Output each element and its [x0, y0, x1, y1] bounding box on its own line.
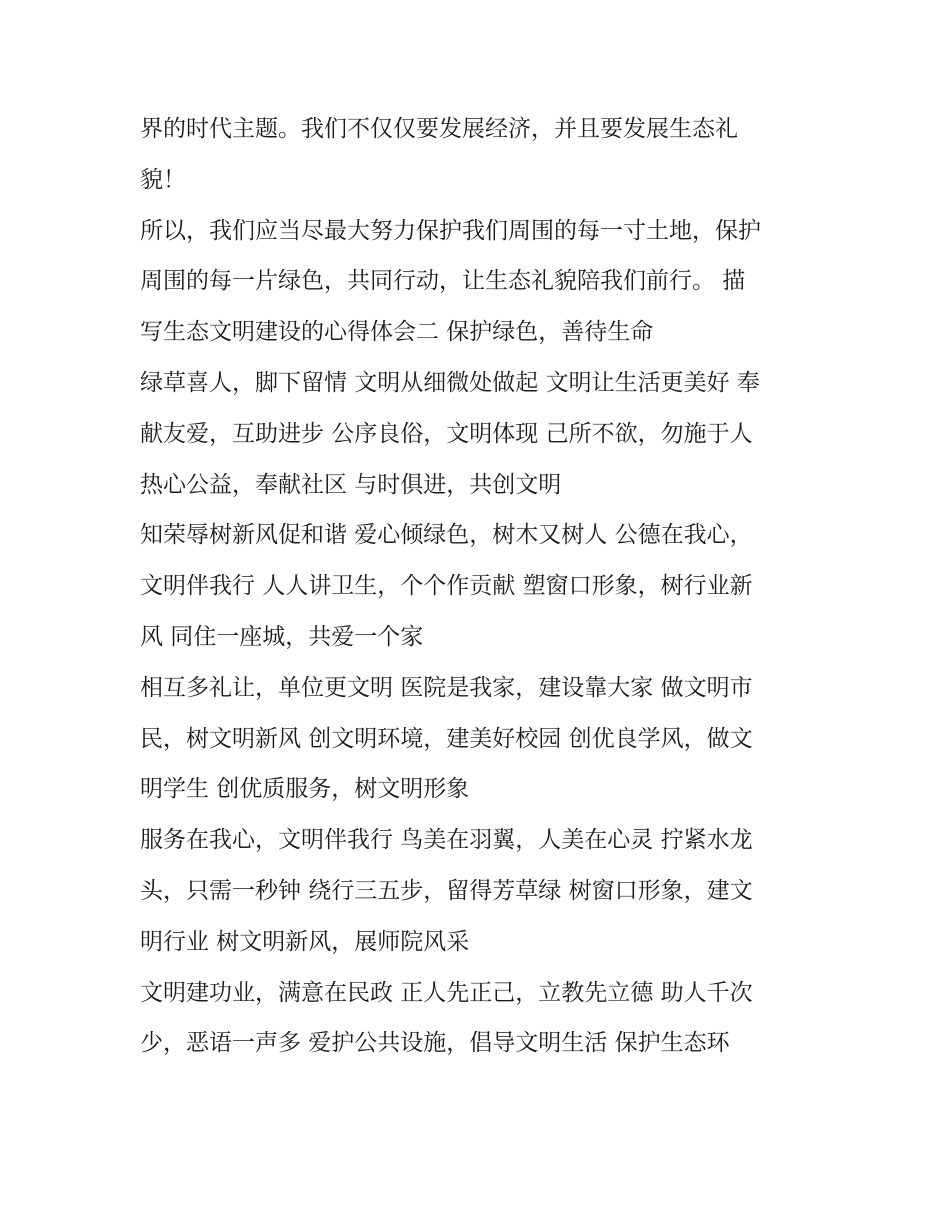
- text-line: 少，恶语一声多 爱护公共设施，倡导文明生活 保护生态环: [140, 1030, 730, 1057]
- text-line: 界的时代主题。我们不仅仅要发展经济，并且要发展生态礼: [140, 116, 738, 142]
- text-line: 文明伴我行 人人讲卫生，个个作贡献 塑窗口形象，树行业新: [140, 573, 753, 600]
- text-line: 相互多礼让，单位更文明 医院是我家，建设靠大家 做文明市: [140, 674, 753, 701]
- text-line: 写生态文明建设的心得体会二 保护绿色，善待生命: [140, 319, 654, 346]
- document-body: [140, 104, 820, 1069]
- text-line: 热心公益，奉献社区 与时俱进，共创文明: [140, 471, 562, 498]
- text-line: 献友爱，互助进步 公序良俗，文明体现 己所不欲，勿施于人: [140, 420, 753, 447]
- text-line: 貌！: [140, 166, 186, 193]
- text-line: 明行业 树文明新风，展师院风采: [140, 928, 470, 955]
- text-line: 所以，我们应当尽最大努力保护我们周围的每一寸土地，保护: [140, 217, 761, 244]
- text-line: 民，树文明新风 创文明环境，建美好校园 创优良学风，做文: [140, 725, 753, 752]
- text-line: 服务在我心，文明伴我行 鸟美在羽翼，人美在心灵 拧紧水龙: [140, 827, 753, 854]
- text-line: 明学生 创优质服务，树文明形象: [140, 776, 470, 803]
- text-line: 头，只需一秒钟 绕行三五步，留得芳草绿 树窗口形象，建文: [140, 877, 753, 904]
- text-line: 周围的每一片绿色，共同行动，让生态礼貌陪我们前行。 描: [140, 268, 746, 295]
- text-line: 文明建功业，满意在民政 正人先正己，立教先立德 助人千次: [140, 979, 753, 1006]
- text-line: 风 同住一座城，共爱一个家: [140, 623, 424, 650]
- text-line: 知荣辱树新风促和谐 爱心倾绿色，树木又树人 公德在我心，: [140, 522, 753, 549]
- text-line: 绿草喜人，脚下留情 文明从细微处做起 文明让生活更美好 奉: [140, 369, 760, 396]
